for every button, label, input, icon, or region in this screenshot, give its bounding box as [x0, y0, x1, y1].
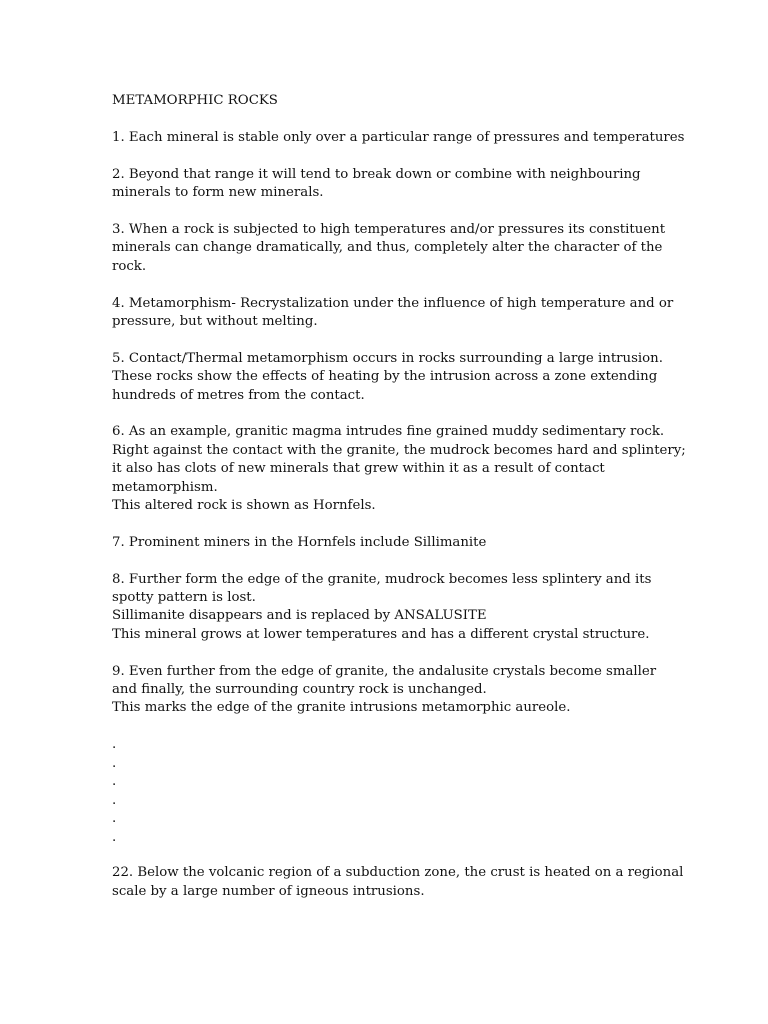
paragraph-9 — [112, 663, 712, 718]
paragraph-22 — [112, 864, 712, 901]
paragraph-6 — [112, 423, 712, 515]
paragraph-line: 8. Further form the edge of the granite, mudrock becomes less splintery and its — [112, 571, 652, 587]
paragraph-line: 4. Metamorphism- Recrystalization under the influence of high temperature and or — [112, 295, 674, 311]
paragraph-line: minerals to form new minerals. — [112, 185, 324, 201]
paragraph-8 — [112, 571, 712, 645]
dot: . — [112, 737, 117, 753]
document-title: METAMORPHIC ROCKS — [112, 93, 278, 108]
paragraph-line: Sillimanite disappears and is replaced by ANSALUSITE — [112, 608, 487, 624]
paragraph-line: 22. Below the volcanic region of a subduction zone, the crust is heated on a regional — [112, 865, 684, 881]
dot: . — [112, 755, 117, 771]
document-page — [112, 92, 712, 919]
paragraph-line: 3. When a rock is subjected to high temperatures and/or pressures its constituent — [112, 222, 666, 237]
paragraph-line: 7. Prominent miners in the Hornfels include Sillimanite — [112, 534, 487, 550]
paragraph-3 — [112, 221, 712, 276]
paragraph-line: spotty pattern is lost. — [112, 590, 256, 606]
paragraph-line: rock. — [112, 258, 147, 274]
paragraph-line: and finally, the surrounding country rock is unchanged. — [112, 682, 487, 698]
paragraph-line: This marks the edge of the granite intrusions metamorphic aureole. — [112, 700, 571, 716]
paragraph-line: it also has clots of new minerals that grew within it as a result of contact — [112, 461, 605, 477]
paragraph-line: These rocks show the effects of heating by the intrusion across a zone extending — [112, 369, 658, 385]
paragraph-line: 6. As an example, granitic magma intrudes fine grained muddy sedimentary rock. — [112, 424, 665, 440]
dot: . — [112, 829, 117, 845]
paragraph-line: 1. Each mineral is stable only over a particular range of pressures and temperatures — [112, 130, 685, 145]
paragraph-line: Right against the contact with the granite, the mudrock becomes hard and splintery; — [112, 442, 686, 458]
paragraph-4 — [112, 295, 712, 332]
paragraph-line: minerals can change dramatically, and thus, completely alter the character of the — [112, 240, 663, 256]
dot: . — [112, 811, 117, 827]
paragraph-1 — [112, 129, 712, 147]
paragraph-line: scale by a large number of igneous intrusions. — [112, 883, 425, 899]
ellipsis-dots — [112, 736, 712, 847]
paragraph-line: This altered rock is shown as Hornfels. — [112, 498, 376, 514]
paragraph-line: 2. Beyond that range it will tend to break down or combine with neighbouring — [112, 166, 641, 182]
paragraph-2 — [112, 166, 712, 203]
paragraph-line: This mineral grows at lower temperatures and has a different crystal structure. — [112, 626, 650, 642]
paragraph-7 — [112, 534, 712, 552]
paragraph-line: hundreds of metres from the contact. — [112, 387, 365, 403]
paragraph-line: 5. Contact/Thermal metamorphism occurs in rocks surrounding a large intrusion. — [112, 350, 663, 366]
paragraph-line: pressure, but without melting. — [112, 314, 318, 330]
dot: . — [112, 774, 117, 790]
paragraph-line: metamorphism. — [112, 479, 218, 495]
dot: . — [112, 792, 117, 808]
paragraph-5 — [112, 350, 712, 405]
paragraph-line: 9. Even further from the edge of granite, the andalusite crystals become smaller — [112, 663, 657, 679]
